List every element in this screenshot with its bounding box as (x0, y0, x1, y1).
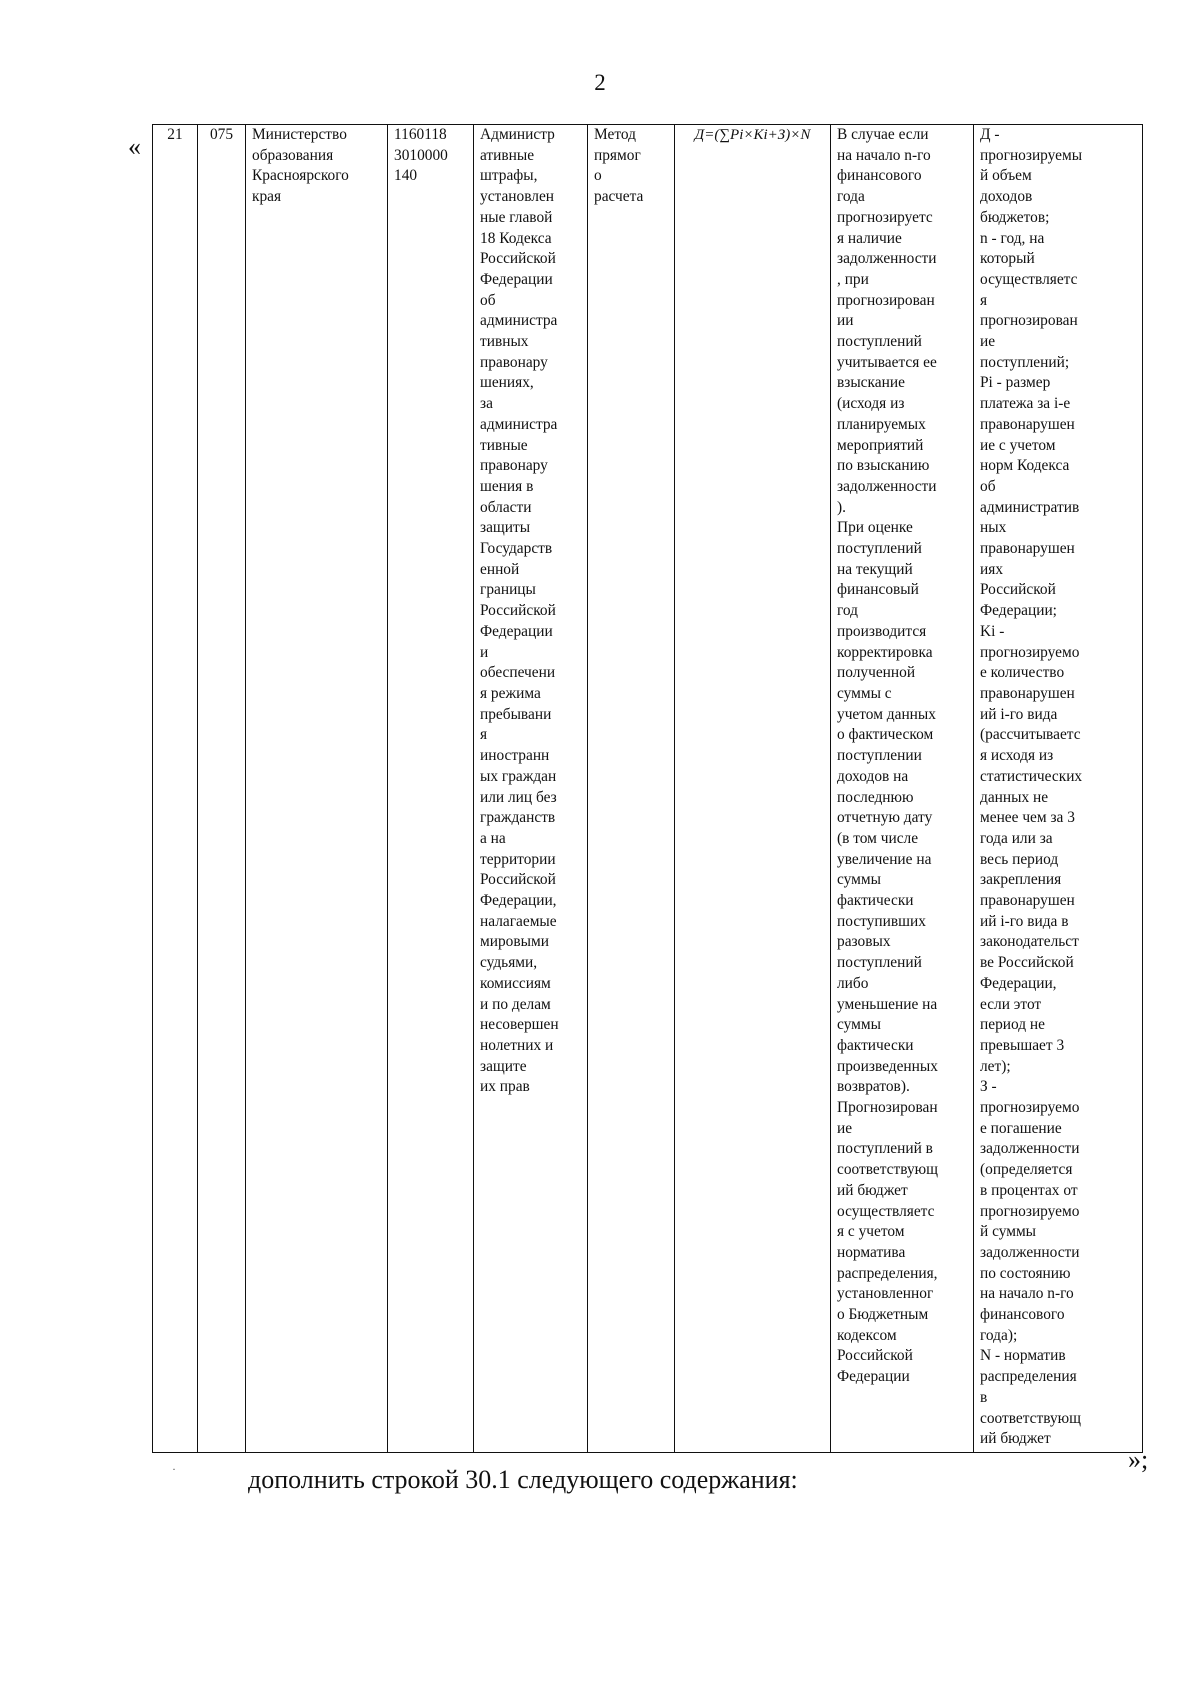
indicator-description-cell: Д - прогнозируемы й объем доходов бюджетов; n - год, на который осуществляетс я прогнозирован ие поступлений; Pi - размер платежа за i-е правонарушен ие с учетом норм Кодекса об административ ных правонарушен иях Российской Федерации; Ki - прогнозируемо е количество правонарушен ий i-го вида (рассчитываетс я исходя из статистических данных не менее чем за 3 года или за весь период закрепления правонарушен ий i-го вида в законодательст ве Российской Федерации, если этот период не превышает 3 лет); З - прогнозируемо е погашение задолженности (определяется в процентах от прогнозируемо й суммы задолженности по состоянию на начало n-го финансового года); N - норматив распределения в соответствующ ий бюджет (974, 125, 1143, 1453)
kbk-code-cell: 1160118 3010000 140 (388, 125, 474, 1453)
instruction-text: дополнить строкой 30.1 следующего содержания: (248, 1465, 798, 1494)
revenue-name-cell: Администр ативные штрафы, установлен ные главой 18 Кодекса Российской Федерации об администра тивных правонару шениях, за администра тивные правонару шения в области защиты Государств енной границы Российской Федерации и обеспечени я режима пребывани я иностранн ых граждан или лиц без гражданств а на территории Российской Федерации, налагаемые мировыми судьями, комиссиям и по делам несовершен нолетних и защите их прав (474, 125, 588, 1453)
row-number-cell: 21 (153, 125, 198, 1453)
calculation-method-cell: Метод прямог о расчета (588, 125, 675, 1453)
table-row (153, 125, 1143, 1453)
closing-quote-mark: »; (1128, 1445, 1149, 1474)
algorithm-cell: В случае если на начало n-го финансового года прогнозируетс я наличие задолженности , при прогнозирован ии поступлений учитывается ее взыскание (исходя из планируемых мероприятий по взысканию задолженности ). При оценке поступлений на текущий финансовый год производится корректировка полученной суммы с учетом данных о фактическом поступлении доходов на последнюю отчетную дату (в том числе увеличение на суммы фактически поступивших разовых поступлений либо уменьшение на суммы фактически произведенных возвратов). Прогнозирован ие поступлений в соответствующ ий бюджет осуществляетс я с учетом норматива распределения, установленног о Бюджетным кодексом Российской Федерации (831, 125, 974, 1453)
stray-mark: · (172, 1462, 176, 1476)
amendment-table (152, 124, 1143, 1453)
formula-cell: Д=(∑Pi×Ki+З)×N (675, 125, 831, 1453)
administrator-name-cell: Министерство образования Красноярского края (246, 125, 388, 1453)
opening-quote-mark: « (128, 132, 141, 161)
admin-code-cell: 075 (198, 125, 246, 1453)
page-number: 2 (594, 70, 606, 95)
